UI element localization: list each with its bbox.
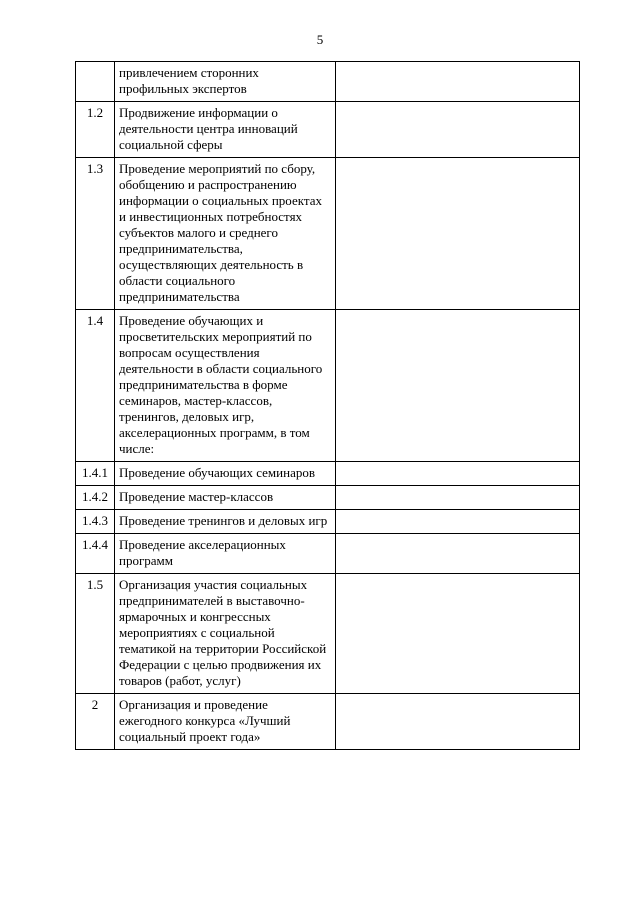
row-number: 1.5 — [76, 574, 115, 694]
row-description: Проведение мастер-классов — [115, 486, 336, 510]
table-row — [76, 102, 580, 158]
row-number: 1.4.2 — [76, 486, 115, 510]
row-description: Организация и проведение ежегодного конкурса «Лучший социальный проект года» — [115, 694, 336, 750]
table-row — [76, 534, 580, 574]
row-number: 2 — [76, 694, 115, 750]
table-row — [76, 574, 580, 694]
table-row — [76, 158, 580, 310]
table-row — [76, 486, 580, 510]
plan-table — [75, 61, 580, 750]
row-value — [336, 102, 580, 158]
table-row — [76, 510, 580, 534]
table-row — [76, 462, 580, 486]
row-description: привлечением сторонних профильных экспертов — [115, 62, 336, 102]
row-number: 1.4.3 — [76, 510, 115, 534]
row-value — [336, 158, 580, 310]
row-value — [336, 62, 580, 102]
row-value — [336, 574, 580, 694]
page-number: 5 — [316, 32, 324, 47]
row-value — [336, 510, 580, 534]
table-row — [76, 62, 580, 102]
row-value — [336, 694, 580, 750]
row-number: 1.4.1 — [76, 462, 115, 486]
row-value — [336, 534, 580, 574]
row-value — [336, 462, 580, 486]
row-description: Продвижение информации о деятельности центра инноваций социальной сферы — [115, 102, 336, 158]
table-row — [76, 310, 580, 462]
row-number — [76, 62, 115, 102]
row-description: Проведение обучающих семинаров — [115, 462, 336, 486]
row-number: 1.3 — [76, 158, 115, 310]
table-row — [76, 694, 580, 750]
row-description: Проведение акселерационных программ — [115, 534, 336, 574]
row-number: 1.2 — [76, 102, 115, 158]
row-description: Проведение мероприятий по сбору, обобщению и распространению информации о социальных проектах и инвестиционных потребностях субъектов малого и среднего предпринимательства, осуществляющих деятельность в области социального предпринимательства — [115, 158, 336, 310]
row-description: Проведение тренингов и деловых игр — [115, 510, 336, 534]
row-description: Организация участия социальных предпринимателей в выставочно-ярмарочных и конгрессных мероприятиях с социальной тематикой на территории Российской Федерации с целью продвижения их товаров (работ, услуг) — [115, 574, 336, 694]
row-number: 1.4.4 — [76, 534, 115, 574]
row-value — [336, 486, 580, 510]
row-value — [336, 310, 580, 462]
row-number: 1.4 — [76, 310, 115, 462]
row-description: Проведение обучающих и просветительских мероприятий по вопросам осуществления деятельности в области социального предпринимательства в форме семинаров, мастер-классов, тренингов, деловых игр, акселерационных программ, в том числе: — [115, 310, 336, 462]
